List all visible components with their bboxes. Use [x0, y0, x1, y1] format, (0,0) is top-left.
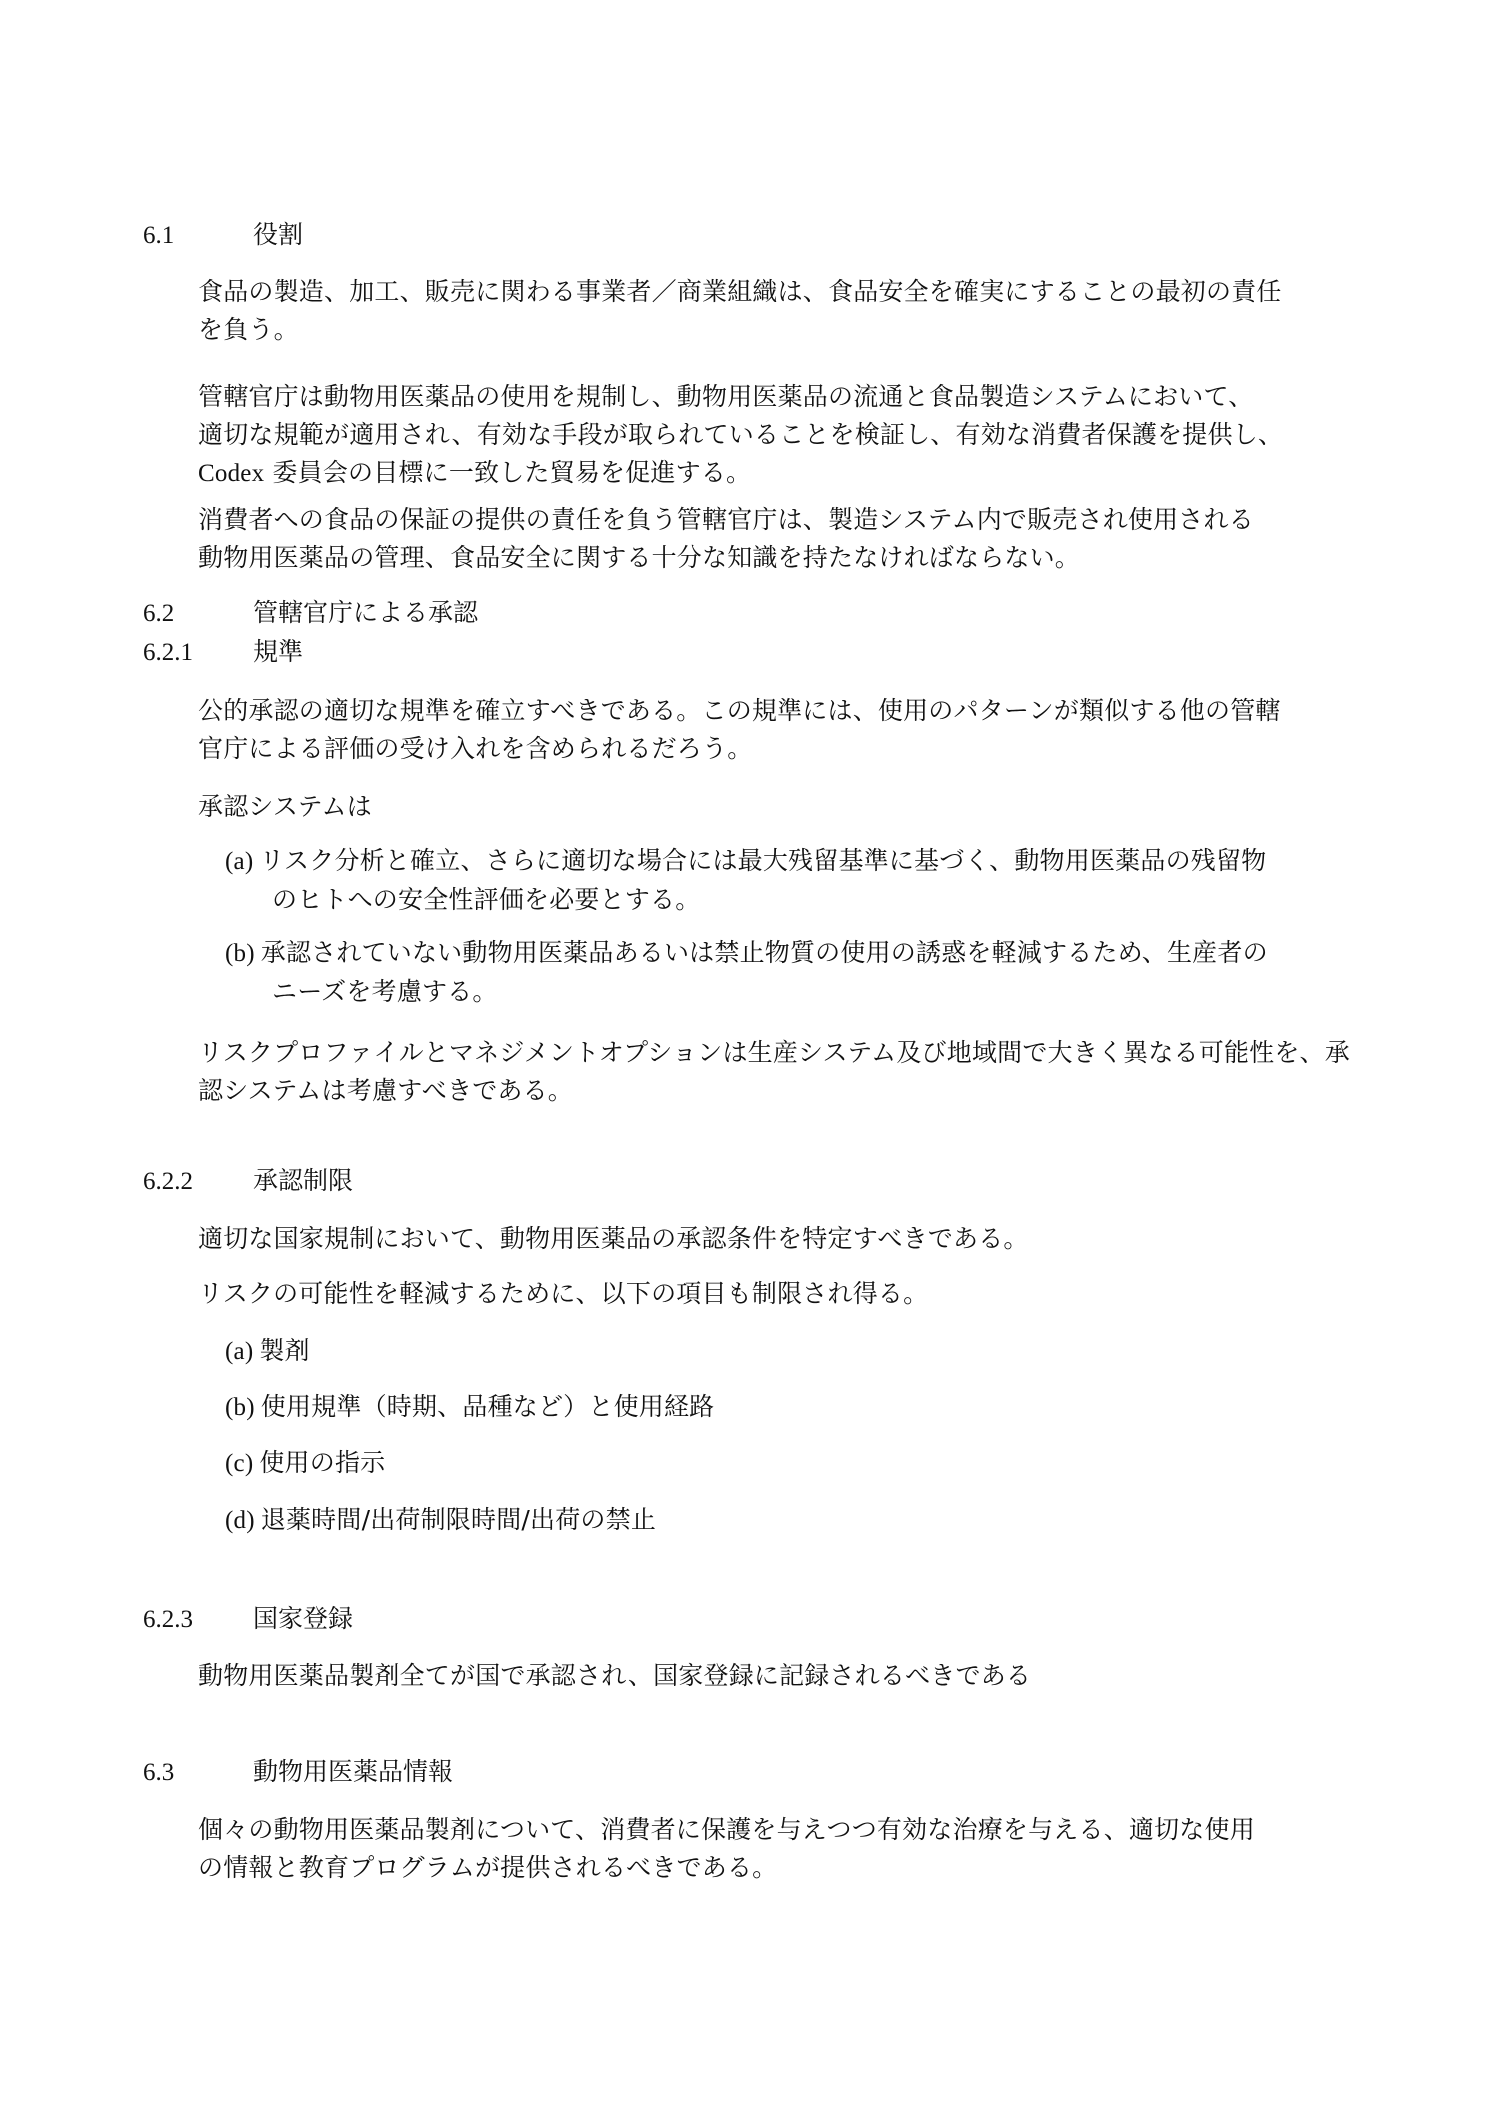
section-number: 6.2.2 [143, 1168, 193, 1195]
paragraph-line: 個々の動物用医薬品製剤について、消費者に保護を与えつつ有効な治療を与える、適切な使用 [198, 1815, 1255, 1844]
section-heading-6-3 [143, 1756, 453, 1789]
section-title: 規準 [253, 637, 304, 666]
paragraph-line: 食品の製造、加工、販売に関わる事業者／商業組織は、食品安全を確実にすることの最初の責任 [198, 277, 1282, 306]
paragraph [198, 1811, 1368, 1887]
section-heading-6-2-2 [143, 1165, 353, 1198]
list-marker: (d) [225, 1507, 255, 1534]
paragraph-line-rest: 委員会の目標に一致した貿易を促進する。 [264, 458, 752, 487]
list-marker: (b) [225, 940, 255, 967]
paragraph-line: の情報と教育プログラムが提供されるべきである。 [198, 1853, 778, 1882]
section-heading-6-1 [143, 219, 303, 252]
list-item [225, 1501, 1365, 1540]
list-marker: (a) [225, 848, 254, 875]
section-title: 動物用医薬品情報 [253, 1757, 454, 1786]
section-number: 6.2 [143, 600, 175, 627]
paragraph-line: リスクの可能性を軽減するために、以下の項目も制限され得る。 [198, 1279, 929, 1308]
list-text: リスク分析と確立、さらに適切な場合には最大残留基準に基づく、動物用医薬品の残留物 [259, 846, 1267, 875]
section-title: 承認制限 [253, 1166, 354, 1195]
paragraph-line: 動物用医薬品製剤全てが国で承認され、国家登録に記録されるべきである [198, 1661, 1032, 1690]
paragraph [198, 1034, 1368, 1110]
section-number: 6.1 [143, 222, 175, 249]
paragraph-line: 認システムは考慮すべきである。 [198, 1076, 574, 1105]
list-item-line [225, 1501, 1365, 1540]
paragraph-line: を負う。 [198, 315, 299, 344]
paragraph [198, 273, 1368, 349]
list-item-line [225, 1444, 1365, 1483]
list-text: 使用の指示 [259, 1448, 386, 1477]
paragraph [198, 1275, 1368, 1313]
list-text: 製剤 [259, 1336, 310, 1365]
paragraph [198, 378, 1368, 493]
list-item [225, 1444, 1365, 1483]
list-item-line: のヒトへの安全性評価を必要とする。 [272, 885, 701, 914]
paragraph [198, 501, 1368, 577]
list-item [225, 842, 1365, 919]
list-item [225, 1332, 1365, 1371]
paragraph-line: 適切な規範が適用され、有効な手段が取られていることを検証し、有効な消費者保護を提供し、 [198, 420, 1284, 449]
paragraph-line: 消費者への食品の保証の提供の責任を負う管轄官庁は、製造システム内で販売され使用される [198, 505, 1254, 534]
section-heading-6-2-3 [143, 1603, 353, 1636]
list-item-line [225, 1332, 1365, 1371]
paragraph-line: 官庁による評価の受け入れを含められるだろう。 [198, 734, 753, 763]
list-item-line [225, 842, 1365, 881]
paragraph-line: 公的承認の適切な規準を確立すべきである。この規準には、使用のパターンが類似する他の管轄 [198, 696, 1281, 725]
paragraph-line: 動物用医薬品の管理、食品安全に関する十分な知識を持たなければならない。 [198, 543, 1081, 572]
section-heading-6-2 [143, 597, 478, 630]
list-text: 使用規準（時期、品種など）と使用経路 [260, 1392, 715, 1421]
paragraph [198, 788, 1368, 826]
paragraph-line [198, 454, 1368, 493]
section-heading-6-2-1 [143, 636, 303, 669]
paragraph [198, 1220, 1368, 1258]
list-text: 承認されていない動物用医薬品あるいは禁止物質の使用の誘惑を軽減するため、生産者の [260, 938, 1268, 967]
list-text: 退薬時間/出荷制限時間/出荷の禁止 [260, 1505, 657, 1534]
section-title: 国家登録 [253, 1604, 354, 1633]
list-marker: (b) [225, 1394, 255, 1421]
list-item [225, 1388, 1365, 1427]
list-item-line [225, 1388, 1365, 1427]
section-title: 管轄官庁による承認 [253, 598, 479, 627]
paragraph-line: 管轄官庁は動物用医薬品の使用を規制し、動物用医薬品の流通と食品製造システムにおいて、 [198, 382, 1254, 411]
paragraph-line: リスクプロファイルとマネジメントオプションは生産システム及び地域間で大きく異なる可能性を、承 [198, 1038, 1350, 1067]
list-item-line: ニーズを考慮する。 [272, 977, 498, 1006]
list-marker: (a) [225, 1338, 254, 1365]
paragraph-line: 適切な国家規制において、動物用医薬品の承認条件を特定すべきである。 [198, 1224, 1029, 1253]
paragraph [198, 1657, 1368, 1695]
paragraph-line: 承認システムは [198, 792, 372, 821]
list-item [225, 934, 1365, 1011]
codex-text: Codex [198, 460, 265, 487]
section-number: 6.2.3 [143, 1606, 193, 1633]
list-item-line [225, 934, 1365, 973]
section-number: 6.2.1 [143, 639, 193, 666]
section-number: 6.3 [143, 1759, 175, 1786]
section-title: 役割 [253, 220, 304, 249]
paragraph [198, 692, 1368, 768]
list-marker: (c) [225, 1450, 254, 1477]
